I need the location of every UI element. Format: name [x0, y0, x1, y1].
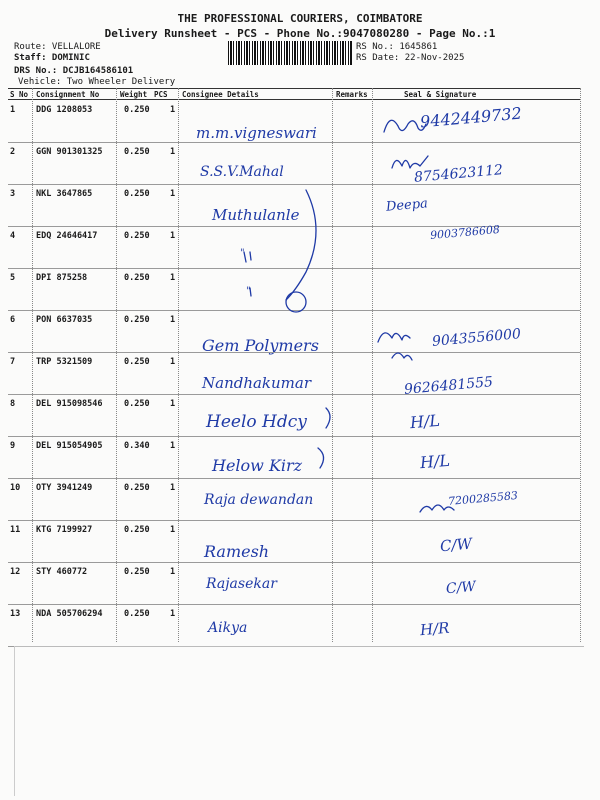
row-weight: 0.250 [124, 105, 150, 115]
row-consignment: NKL 3647865 [36, 189, 93, 199]
row-sno: 12 [10, 567, 21, 577]
row-sno: 10 [10, 483, 21, 493]
row-weight: 0.250 [124, 567, 150, 577]
row-consignee-handwritten: " [246, 286, 251, 297]
row-signature-handwritten: 7200285583 [447, 488, 519, 509]
row-consignment: STY 460772 [36, 567, 88, 577]
col-sno: S No [10, 90, 29, 99]
row-weight: 0.250 [124, 273, 150, 283]
row-pcs: 1 [170, 273, 176, 283]
row-pcs: 1 [170, 147, 176, 157]
row-sno: 4 [10, 231, 16, 241]
page-left-edge [14, 646, 15, 796]
row-pcs: 1 [170, 525, 176, 535]
company-title: THE PROFESSIONAL COURIERS, COIMBATORE [177, 12, 423, 25]
row-consignee-handwritten: Muthulanle [212, 206, 300, 224]
row-pcs: 1 [170, 483, 176, 493]
row-pcs: 1 [170, 315, 176, 325]
col-consignment: Consignment No [36, 90, 100, 99]
row-signature-handwritten: H/L [409, 410, 441, 433]
row-consignee-handwritten: Helow Kirz [212, 456, 303, 475]
row-signature-handwritten: Deepa [385, 196, 429, 215]
row-consignment: DEL 915054905 [36, 441, 103, 451]
col-remarks: Remarks [336, 90, 368, 99]
row-consignee-handwritten: Gem Polymers [202, 336, 319, 355]
runsheet-subtitle: Delivery Runsheet - PCS - Phone No.:9047080280 - Page No.:1 [104, 27, 496, 40]
row-weight: 0.340 [124, 441, 150, 451]
col-consignee: Consignee Details [182, 90, 259, 99]
row-consignment: TRP 5321509 [36, 357, 93, 367]
row-weight: 0.250 [124, 399, 150, 409]
col-seal: Seal & Signature [404, 90, 477, 99]
row-consignment: KTG 7199927 [36, 525, 93, 535]
row-pcs: 1 [170, 609, 176, 619]
row-pcs: 1 [170, 567, 176, 577]
route-label: Route: VELLALORE [14, 42, 101, 52]
row-sno: 9 [10, 441, 16, 451]
row-consignee-handwritten: Raja dewandan [204, 492, 314, 508]
row-signature-handwritten: C/W [439, 534, 473, 556]
row-sno: 3 [10, 189, 16, 199]
row-weight: 0.250 [124, 525, 150, 535]
row-pcs: 1 [170, 231, 176, 241]
row-consignee-handwritten: S.S.V.Mahal [200, 164, 284, 180]
row-consignment: NDA 505706294 [36, 609, 103, 619]
row-signature-handwritten: 9626481555 [403, 374, 494, 398]
row-weight: 0.250 [124, 315, 150, 325]
row-consignment: OTY 3941249 [36, 483, 93, 493]
row-signature-handwritten: 9043556000 [431, 326, 522, 350]
row-weight: 0.250 [124, 147, 150, 157]
row-sno: 1 [10, 105, 16, 115]
staff-label: Staff: DOMINIC [14, 53, 90, 63]
row-sno: 2 [10, 147, 16, 157]
row-consignment: EDQ 24646417 [36, 231, 98, 241]
row-pcs: 1 [170, 189, 176, 199]
row-signature-handwritten: 8754623112 [413, 162, 504, 186]
row-weight: 0.250 [124, 189, 150, 199]
row-weight: 0.250 [124, 231, 150, 241]
row-signature-handwritten: 9003786608 [429, 222, 501, 243]
row-signature-handwritten: H/L [419, 450, 451, 473]
drs-label: DRS No.: DCJB164586101 [14, 66, 134, 76]
row-consignment: GGN 901301325 [36, 147, 103, 157]
row-pcs: 1 [170, 399, 176, 409]
row-consignment: DEL 915098546 [36, 399, 103, 409]
row-sno: 5 [10, 273, 16, 283]
row-signature-handwritten: C/W [445, 578, 477, 598]
row-signature-handwritten: H/R [419, 618, 451, 640]
row-consignment: DDG 1208053 [36, 105, 93, 115]
row-sno: 7 [10, 357, 16, 367]
row-sno: 11 [10, 525, 21, 535]
row-sno: 8 [10, 399, 16, 409]
rs-date: RS Date: 22-Nov-2025 [356, 53, 465, 63]
row-pcs: 1 [170, 357, 176, 367]
row-weight: 0.250 [124, 357, 150, 367]
col-weight: Weight [120, 90, 148, 99]
row-consignee-handwritten: Nandhakumar [202, 374, 312, 392]
row-consignment: PON 6637035 [36, 315, 93, 325]
rs-number: RS No.: 1645861 [356, 42, 438, 52]
row-weight: 0.250 [124, 483, 150, 493]
row-consignee-handwritten: " [240, 248, 245, 259]
row-sno: 13 [10, 609, 21, 619]
row-sno: 6 [10, 315, 16, 325]
row-consignee-handwritten: Rajasekar [206, 576, 277, 592]
row-weight: 0.250 [124, 609, 150, 619]
row-pcs: 1 [170, 105, 176, 115]
row-consignee-handwritten: Aikya [208, 620, 248, 636]
row-pcs: 1 [170, 441, 176, 451]
row-consignee-handwritten: m.m.vigneswari [196, 124, 317, 142]
col-pcs: PCS [154, 90, 168, 99]
row-consignee-handwritten: Ramesh [204, 542, 270, 561]
row-consignment: DPI 875258 [36, 273, 88, 283]
page-bottom-line [14, 646, 584, 647]
vehicle-label: Vehicle: Two Wheeler Delivery [18, 77, 176, 87]
row-signature-handwritten: 9442449732 [419, 103, 523, 132]
row-consignee-handwritten: Heelo Hdcy [206, 412, 307, 432]
